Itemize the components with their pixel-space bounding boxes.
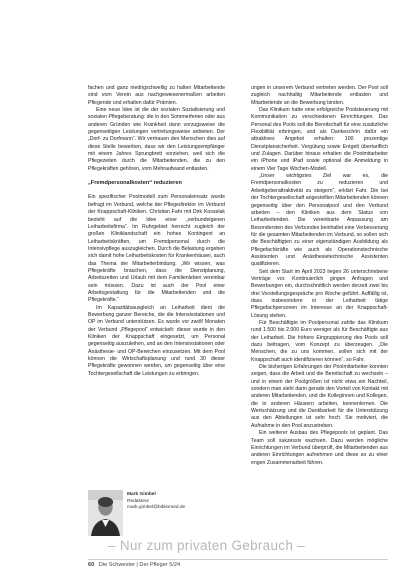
author-portrait (88, 490, 123, 536)
paragraph: fachen und ganz niedrigschwellig zu halten Mitarbeitende sind vom Verein aus nachgewiesenermaßen arbeiten Pflegende und erhalten dafür Prämien. (88, 85, 225, 106)
paragraph: „Unser wichtigstes Ziel war es, die Fremdpersonalkosten zu reduzieren und Arbeitgeberattraktivität zu steigern“, erklärt Fahr. Die bei der Tochtergesellschaft angestellten Mitarbeitenden können gegenseitig über den Personalpool und den Verbund arbeiten – den Kliniken aus dem Status von Leiharbeitenden. Die vereinbarte Anpassung am Besondersten des Verbundes beinhaltet eine Verbesserung für die gesamten Mitarbeitenden im Verbund, so sollen sich die Beschäftigten zu einer eigenständigen Ausbildung als Pflegefachkräfte wie auch als Operationstechnische Assistenten und Anästhesietechnische Assistenten qualifizieren. (251, 173, 388, 268)
footer-divider (88, 559, 388, 560)
paragraph: Ein weiterer Ausbau des Pflegepools ist geplant. Das Team soll sukzessiv wachsen. Dazu werden mögliche Einrichtungen im Verbund überprüft, die Mitarbeitenden aus anderen Einrichtungen aufnehmen und diese so zu einer engen Zusammenarbeit führen. (251, 430, 388, 466)
page-number: 60 (88, 562, 95, 568)
author-byline (127, 492, 237, 512)
paragraph: Die bisherigen Erfahrungen der Poolmitarbeiter konnten zeigen, dass die Arbeit und die Bereitschaft zu wechseln – und in einem der Poolgrößen ist nicht etwa ein Nachteil, sondern man sieht darin gerade den Vorteil von Kontakt mit anderen Mitarbeitenden, und die Kolleginnen und Kollegen, die in anderen Häusern arbeiten, kennenlernen. Die Wertschätzung und die Dankbarkeit für die Unterstützung aus den Abteilungen ist sehr hoch. Sie motiviert, die Aufnahme in den Pool anzustreben. (251, 364, 388, 429)
section-heading: „Fremdpersonalkosten“ reduzieren (88, 180, 182, 187)
paragraph: Eine neue Idee ist die der sozialen Sozialisierung und sozialen Pflegeberatung: die in den Sommerferien oder aus anderen Gründen wie Krankheit dann vorzugsweise die gegenseitigen Leistungen vertretungsweise anbieten. Der „Dorf- zu Dorfmann“. Wir vertrauen den Menschen dies auf diese Stelle bewerben, dass wir den Leistungsempfänger mit einem Jahres Sprungbrett vorziehen, weil sich die Pflegezeiten durch die Mitarbeitenden, die zu den Pflegekräften gehören, vom Mehraufwand entlasten. (88, 107, 225, 172)
publication-name: Die Schwester | Der Pfleger 5/24 (98, 562, 181, 568)
paragraph: Seit dem Start im April 2023 liegen 26 unterschriebene Verträge vor. Kontinuierlich gingen Anfragen und Bewerbungen ein, durchschnittlich werden derzeit zwei bis drei Vorstellungsgespräche pro Woche geführt. Auffällig ist, dass insbesondere in der Leiharbeit tätige Pflegefachpersonen im Interesse an der Knappschaft-Lösung stehen. (251, 268, 388, 319)
paragraph: Das Klinikum hatte eine erfolgreiche Poolsteuerung mit Kommunikation zu verschiedenen Einrichtungen. Das Personal des Pools soll die Bereitschaft für eine zusätzliche Flexibilität erbringen, und als Dankeschön dafür ein attraktives Angebot erhalten: 100 prozentige Dienstplansicherheit. Vergütung sowie Entgelt übertariflich und Zulagen. Darüber hinaus erhalten die Poolmitarbeiter ein iPhone und iPad sowie optional die Anmeldung in einem Vier Tage Wochen-Modell. (251, 107, 388, 172)
watermark: – Nur zum privaten Gebrauch – (107, 538, 306, 553)
paragraph: Im Kapazitätsausgleich an Leiharbeit dient die Bewerbung ganzer Bereiche, die die Intensivstationen und OP im Verbund unterstützen. Es wurde vor zwölf Monaten der Verbund „Pflegepool“ entwickelt: dieser wurde in den Kliniken der Knappschaft eingesetzt, um Personal gegenseitig auszuleihen, und an den Intensivstationen oder Anästhesie- und OP-Bereichen einzusetzen. Mit dem Pool können die Wirtschaftsplanung und rund 30 dieser Pflegekräfte gewonnen werden, um gegenseitig über eine Tochtergesellschaft die Leistungen zu erbringen. (88, 304, 225, 377)
page-footer (88, 562, 180, 568)
paragraph: Ein spezifischer Poolmodell zum Personaleinsatz wurde befragt im Verbund, welche der Pflegedirektor im Verbund der Knappschaft-Kliniken. Christian Fahr mit Dirk Kosselak bezieht auf die Idee einer „verbundeigenen Leiharbeitsfirma“. Im Ruhrgebiet herrscht zugleich der großen Kliniklandschaft ein hohes Kontingent an Leiharbeitskräften, um Fremdpersonal durch die Intensivpflege auszugleichen. Durch die Belastung ergeben sich damit hohe Leiharbeitskosten für Krankenhäuser, auch das Thema der Mitarbeiterbindung. „Wir wissen, was Pflegekräfte brauchen, dass die Dienstplanung, Arbeitszeiten und Urlaub mit dem Familienleben vereinbar sein müssen. Dazu ist auch der Pool einer Arbeitsgestaltung für die Mitarbeitenden und die Pflegekräfte.“ (88, 194, 225, 304)
article-right-column (251, 85, 388, 467)
paragraph: ungen in unserem Verbund vertreten werden. Der Pool soll zugleich nachhaltig Mitarbeitende entlasten und Mitarbeitende an die Bewerbung binden. (251, 85, 388, 106)
portrait-photo-icon (88, 490, 123, 536)
paragraph: Für Beschäftigte im Poolpersonal zahlte das Klinikum rund 1.500 bis 2.000 Euro weniger als für Beschäftigte aus der Leiharbeit. Die höhere Eingruppierung des Pools soll dazu beitragen, vom Konzept zu überzeugen. „Die Menschen, die zu uns kommen, sollen sich mit der Knappschaft auch identifizieren können“, so Fahr. (251, 320, 388, 363)
article-left-column (88, 85, 225, 378)
author-name: Mark Gimbel (127, 492, 156, 497)
author-email[interactable]: mark.gimbel@bibliomed.de (127, 505, 186, 510)
author-role: Redakteur (127, 498, 150, 504)
